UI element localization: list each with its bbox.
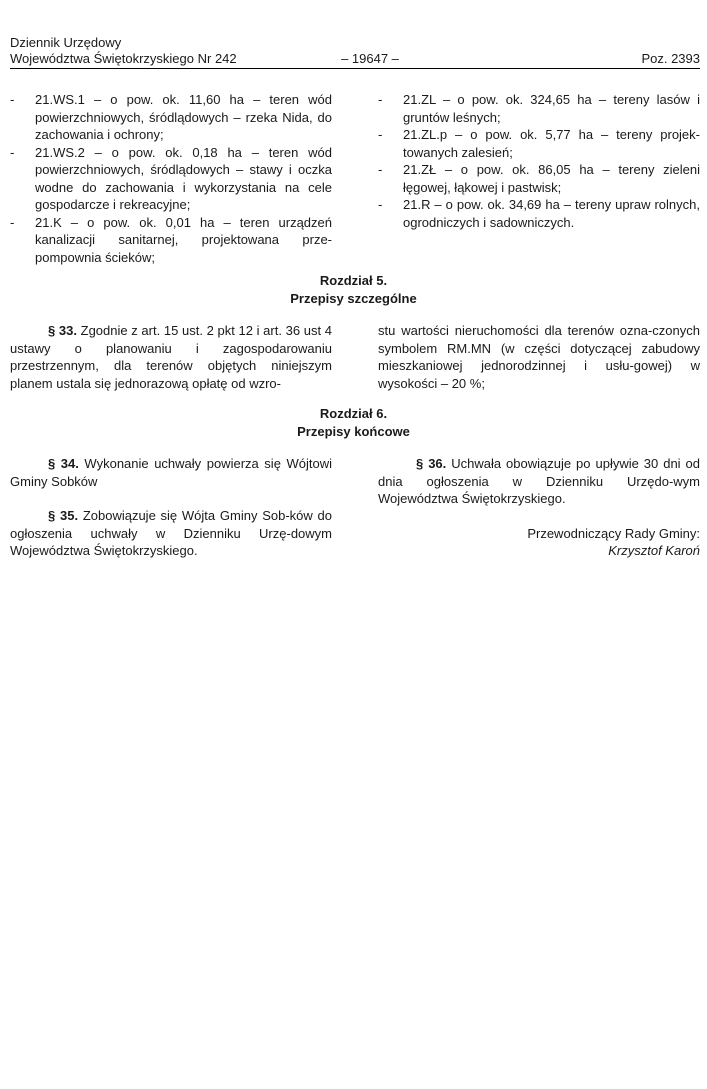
final-left-column <box>10 455 332 560</box>
signature-block <box>378 525 700 560</box>
chapter-6-heading <box>0 405 707 441</box>
paragraph-35: § 35. Zobowiązuje się Wójta Gminy Sob-ków do ogłoszenia uchwały w Dzienniku Urzę-dowym Województwa Świętokrzyskiego. <box>10 508 332 558</box>
dash-bullet: - <box>378 197 383 212</box>
list-item: - 21.ZL.p – o pow. ok. 5,77 ha – tereny projek-towanych zalesień; <box>378 127 700 160</box>
position-number: Poz. 2393 <box>641 51 700 66</box>
final-right-column <box>378 455 700 560</box>
paragraph-label: § 34. <box>48 456 79 471</box>
dash-bullet: - <box>10 214 15 230</box>
list-item: - 21.ZL – o pow. ok. 324,65 ha – tereny lasów i gruntów leśnych; <box>378 92 700 125</box>
page-header <box>10 31 700 69</box>
chapter-number: Rozdział 6. <box>319 406 388 421</box>
paragraph-34: § 34. Wykonanie uchwały powierza się Wójtowi Gminy Sobków <box>10 456 332 489</box>
chapter-5-heading <box>0 272 707 308</box>
dash-bullet: - <box>378 127 383 142</box>
list-item: - 21.K – o pow. ok. 0,01 ha – teren urządzeń kanalizacji sanitarnej, projektowana prze-pompownia ścieków; <box>10 214 332 265</box>
chapter-title: Przepisy szczególne <box>290 291 417 306</box>
list-item: - 21.WS.2 – o pow. ok. 0,18 ha – teren wód powierzchniowych, śródlądowych – stawy i oczka wodne do zachowania i wykorzystania na cele gospodarcze i rekreacyjne; <box>10 144 332 212</box>
dash-bullet: - <box>10 144 15 160</box>
paragraph-33-continued: stu wartości nieruchomości dla terenów ozna-czonych symbolem RM.MN (w części dotyczącej zabudowy mieszkaniowej jednorodzinnej i usłu-gowej) w wysokości – 20 %; <box>378 323 700 391</box>
paragraph-33: § 33. Zgodnie z art. 15 ust. 2 pkt 12 i art. 36 ust 4 ustawy o planowaniu i zagospodarowaniu przestrzennym, dla terenów objętych niniejszym planem ustala się jednorazową opłatę od wzro- <box>10 323 332 391</box>
dash-bullet: - <box>378 92 383 107</box>
land-use-list-right <box>378 91 700 231</box>
paragraph-label: § 36. <box>416 456 447 471</box>
chapter-title: Przepisy końcowe <box>297 424 410 439</box>
journal-issue: Województwa Świętokrzyskiego Nr 242 <box>10 51 237 66</box>
par33-left <box>10 322 332 392</box>
paragraph-label: § 35. <box>48 508 79 523</box>
signature-role: Przewodniczący Rady Gminy: <box>527 525 700 541</box>
left-list-column <box>10 91 332 266</box>
land-use-list-left <box>10 91 332 266</box>
journal-title: Dziennik Urzędowy <box>10 35 122 50</box>
paragraph-label: § 33. <box>48 323 77 338</box>
paragraph-36: § 36. Uchwała obowiązuje po upływie 30 dni od dnia ogłoszenia w Dzienniku Urzędo-wym Województwa Świętokrzyskiego. <box>378 456 700 506</box>
par33-right <box>378 322 700 392</box>
signature-name: Krzysztof Karoń <box>608 543 700 558</box>
page-number: – 19647 – <box>341 51 399 66</box>
right-list-column <box>378 91 700 231</box>
chapter-number: Rozdział 5. <box>319 273 388 288</box>
dash-bullet: - <box>378 162 383 177</box>
dash-bullet: - <box>10 92 15 107</box>
list-item: - 21.R – o pow. ok. 34,69 ha – tereny upraw rolnych, ogrodniczych i sadowniczych. <box>378 197 700 230</box>
list-item: - 21.ZŁ – o pow. ok. 86,05 ha – tereny zieleni łęgowej, łąkowej i pastwisk; <box>378 162 700 195</box>
list-item: - 21.WS.1 – o pow. ok. 11,60 ha – teren wód powierzchniowych, śródlądowych – rzeka Nida, do zachowania i ochrony; <box>10 92 332 142</box>
